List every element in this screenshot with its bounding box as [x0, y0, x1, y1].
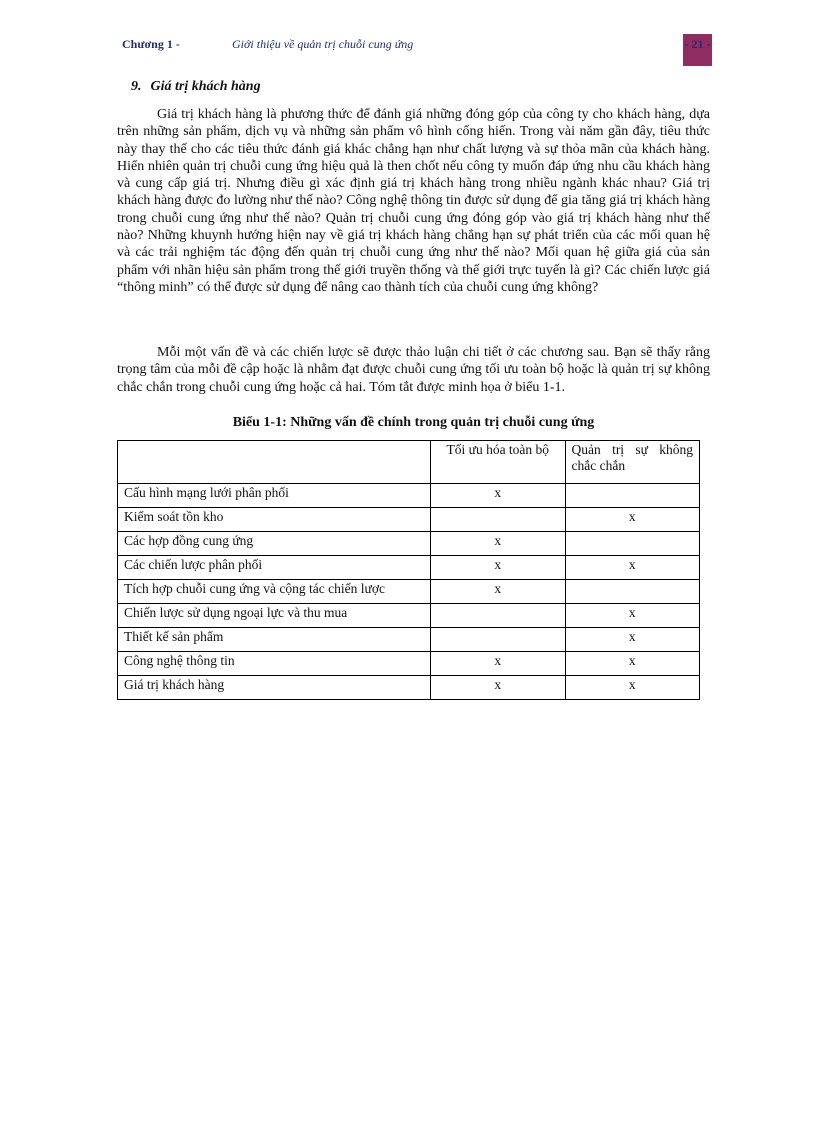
table-row — [118, 652, 700, 676]
mark-cell — [565, 532, 699, 556]
mark-cell: x — [431, 652, 565, 676]
mark-cell: x — [565, 604, 699, 628]
mark-cell: x — [431, 532, 565, 556]
section-heading — [131, 79, 261, 95]
section-number: 9. — [131, 79, 142, 94]
table-row — [118, 484, 700, 508]
table-caption: Biểu 1-1: Những vấn đề chính trong quản trị chuỗi cung ứng — [232, 415, 595, 430]
mark-cell: x — [431, 556, 565, 580]
issue-cell: Giá trị khách hàng — [118, 676, 431, 700]
chapter-title: Giới thiệu về quản trị chuỗi cung ứng — [232, 37, 414, 51]
mark-cell: x — [565, 628, 699, 652]
mark-cell: x — [565, 652, 699, 676]
mark-cell: x — [565, 556, 699, 580]
section-title: Giá trị khách hàng — [150, 79, 261, 94]
mark-cell — [565, 580, 699, 604]
mark-cell: x — [431, 676, 565, 700]
issue-cell: Các chiến lược phân phối — [118, 556, 431, 580]
chapter-label: Chương 1 - — [122, 37, 180, 51]
issue-cell: Công nghệ thông tin — [118, 652, 431, 676]
issue-cell: Cấu hình mạng lưới phân phối — [118, 484, 431, 508]
mark-cell — [431, 508, 565, 532]
issue-cell: Kiểm soát tồn kho — [118, 508, 431, 532]
table-row — [118, 604, 700, 628]
table-row — [118, 556, 700, 580]
mark-cell: x — [431, 484, 565, 508]
table-row — [118, 676, 700, 700]
table-row — [118, 508, 700, 532]
table-row — [118, 628, 700, 652]
mark-cell — [565, 484, 699, 508]
header-cell: Quản trị sự không chắc chắn — [565, 441, 699, 484]
issue-cell: Thiết kế sản phẩm — [118, 628, 431, 652]
mark-cell: x — [565, 676, 699, 700]
header-cell: Tối ưu hóa toàn bộ — [431, 441, 565, 484]
mark-cell — [431, 628, 565, 652]
issue-cell: Tích hợp chuỗi cung ứng và cộng tác chiến lược — [118, 580, 431, 604]
issue-cell: Chiến lược sử dụng ngoại lực và thu mua — [118, 604, 431, 628]
table-row — [118, 532, 700, 556]
page-number-badge: - 21 - — [683, 34, 712, 66]
table-row — [118, 580, 700, 604]
header-cell — [118, 441, 431, 484]
mark-cell: x — [565, 508, 699, 532]
body-paragraph: Giá trị khách hàng là phương thức để đánh giá những đóng góp của công ty cho khách hàng, dựa trên những sản phẩm, dịch vụ và những sản phẩm vô hình cống hiến. Trong vài năm gần đây, tiêu thức này thay thế cho các tiêu thức đánh giá khác chẳng hạn như chất lượng và sự thỏa mãn của khách hàng. Hiển nhiên quản trị chuỗi cung ứng hiệu quả là then chốt nếu công ty muốn đáp ứng nhu cầu khách hàng và cung cấp giá trị. Nhưng điều gì xác định giá trị khách hàng trong nhiều ngành khác nhau? Giá trị khách hàng được đo lường như thế nào? Công nghệ thông tin được sử dụng để gia tăng giá trị khách hàng trong chuỗi cung ứng như thế nào? Quản trị chuỗi cung ứng đóng góp vào giá trị khách hàng như thế nào? Những khuynh hướng hiện nay về giá trị khách hàng chẳng hạn sự phát triển của các mối quan hệ và các trải nghiệm tác động đến quản trị chuỗi cung ứng như thế nào? Mối quan hệ giữa giá của sản phẩm với nhãn hiệu sản phẩm trong thế giới truyền thống và thế giới trực tuyến là gì? Các chiến lược giá “thông minh” có thể được sử dụng để nâng cao thành tích của chuỗi cung ứng không? — [117, 107, 710, 295]
body-paragraph: Mỗi một vấn đề và các chiến lược sẽ được thảo luận chi tiết ở các chương sau. Bạn sẽ thấy rằng trọng tâm của mỗi đề cập hoặc là nhằm đạt được chuỗi cung ứng tối ưu toàn bộ hoặc là quản trị sự không chắc chắn trong chuỗi cung ứng hoặc cả hai. Tóm tắt được minh họa ở biểu 1-1. — [117, 345, 710, 395]
table-body — [118, 441, 700, 700]
issues-table — [117, 440, 700, 700]
mark-cell — [431, 604, 565, 628]
table-header-row — [118, 441, 700, 484]
page-header — [122, 34, 712, 66]
mark-cell: x — [431, 580, 565, 604]
issue-cell: Các hợp đồng cung ứng — [118, 532, 431, 556]
